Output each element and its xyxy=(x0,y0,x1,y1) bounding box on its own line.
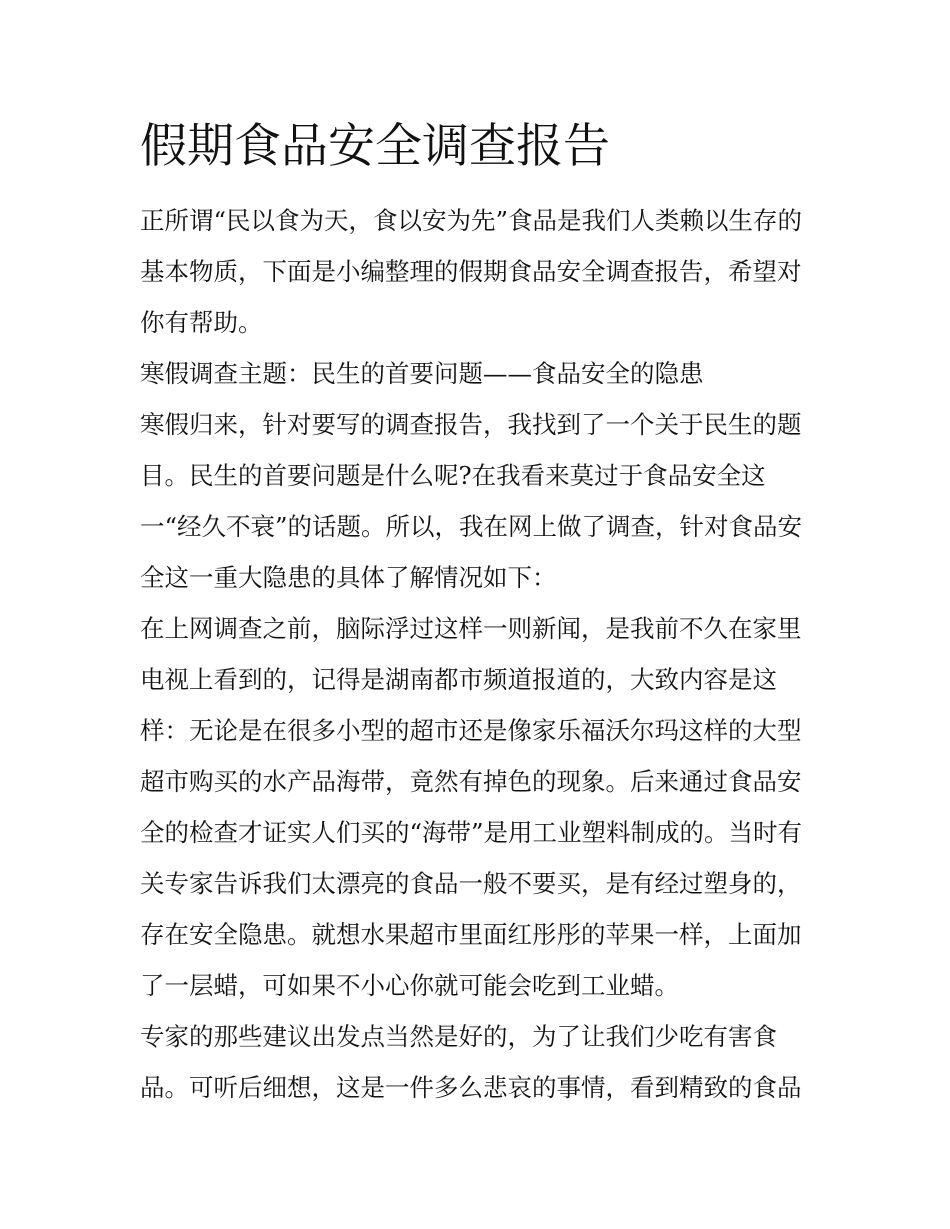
paragraph-line: 一“经久不衰”的话题。所以，我在网上做了调查，针对食品安 xyxy=(140,512,803,541)
paragraph-line: 全的检查才证实人们买的“海带”是用工业塑料制成的。当时有 xyxy=(140,818,803,847)
document-title: 假期食品安全调查报告 xyxy=(140,119,610,174)
paragraph-line: 你有帮助。 xyxy=(140,308,263,337)
paragraph-line: 专家的那些建议出发点当然是好的，为了让我们少吃有害食 xyxy=(140,1022,777,1051)
paragraph-line: 了一层蜡，可如果不小心你就可能会吃到工业蜡。 xyxy=(140,971,679,1000)
paragraph-line: 正所谓“民以食为天，食以安为先”食品是我们人类赖以生存的 xyxy=(140,206,803,235)
paragraph-line: 关专家告诉我们太漂亮的食品一般不要买，是有经过塑身的， xyxy=(140,869,802,898)
paragraph-line: 寒假调查主题：民生的首要问题——食品安全的隐患 xyxy=(140,359,704,388)
paragraph-line: 寒假归来，针对要写的调查报告，我找到了一个关于民生的题 xyxy=(140,410,802,439)
paragraph-line: 存在安全隐患。就想水果超市里面红彤彤的苹果一样，上面加 xyxy=(140,920,802,949)
paragraph-line: 基本物质，下面是小编整理的假期食品安全调查报告，希望对 xyxy=(140,257,802,286)
paragraph-line: 样：无论是在很多小型的超市还是像家乐福沃尔玛这样的大型 xyxy=(140,716,802,745)
paragraph-line: 超市购买的水产品海带，竟然有掉色的现象。后来通过食品安 xyxy=(140,767,802,796)
paragraph-line: 品。可听后细想，这是一件多么悲哀的事情，看到精致的食品 xyxy=(140,1073,802,1102)
paragraph-line: 全这一重大隐患的具体了解情况如下： xyxy=(140,563,557,592)
paragraph-line: 目。民生的首要问题是什么呢?在我看来莫过于食品安全这 xyxy=(140,461,766,490)
paragraph-line: 在上网调查之前，脑际浮过这样一则新闻，是我前不久在家里 xyxy=(140,614,802,643)
paragraph-line: 电视上看到的，记得是湖南都市频道报道的，大致内容是这 xyxy=(140,665,777,694)
